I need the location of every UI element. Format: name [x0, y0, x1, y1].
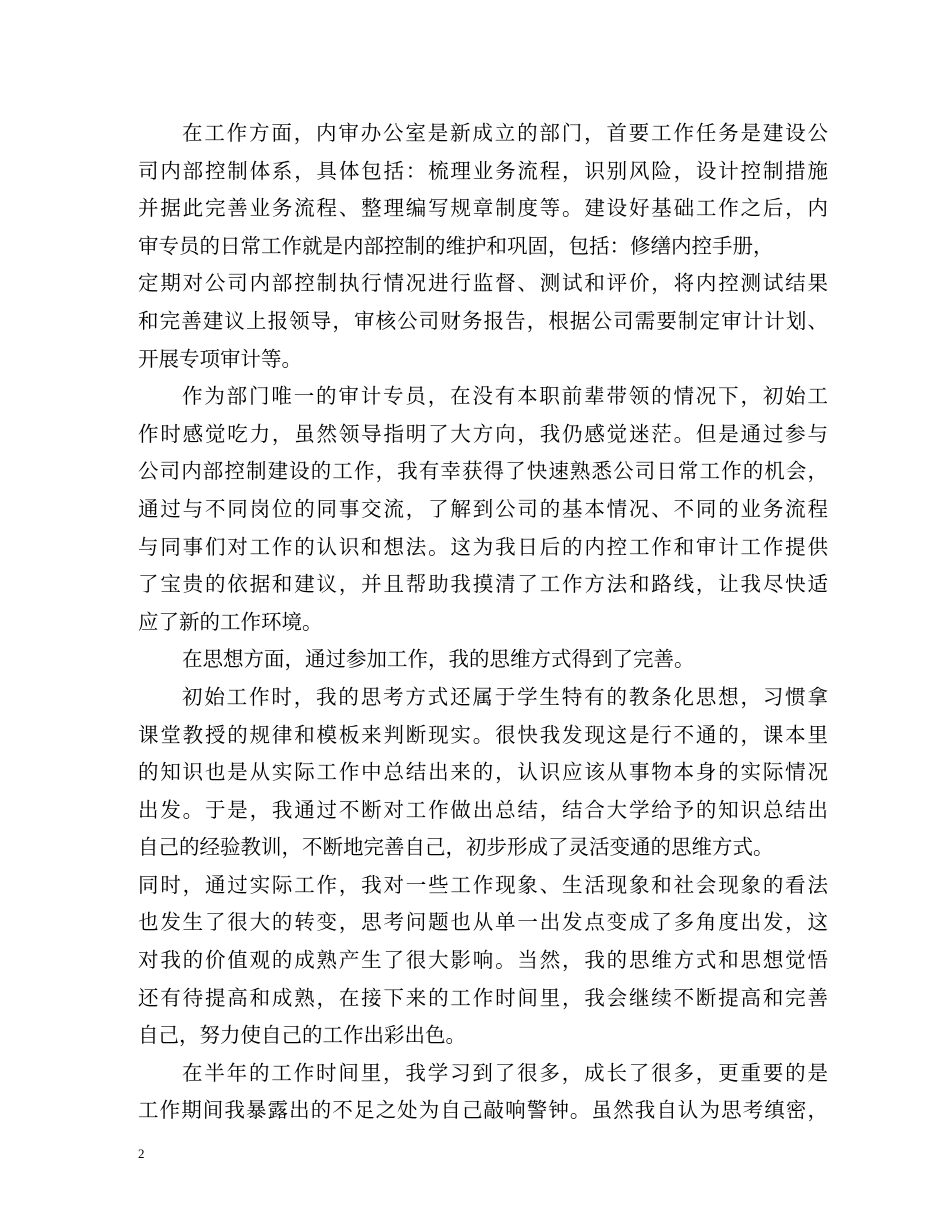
- page-number: 2: [138, 1146, 145, 1161]
- text-line: 公司内部控制建设的工作，我有幸获得了快速熟悉公司日常工作的机会，: [138, 459, 828, 484]
- text-line: 与同事们对工作的认识和想法。这为我日后的内控工作和审计工作提供: [138, 534, 828, 559]
- text-line: 应了新的工作环境。: [138, 609, 323, 634]
- text-line: 出发。于是，我通过不断对工作做出总结，结合大学给予的知识总结出: [138, 797, 828, 822]
- text-line: 和完善建议上报领导，审核公司财务报告，根据公司需要制定审计计划、: [138, 308, 828, 333]
- text-line: 在半年的工作时间里，我学习到了很多，成长了很多，更重要的是: [182, 1060, 828, 1085]
- text-line: 同时，通过实际工作，我对一些工作现象、生活现象和社会现象的看法: [138, 872, 828, 897]
- text-line: 定期对公司内部控制执行情况进行监督、测试和评价，将内控测试结果: [138, 271, 828, 296]
- text-line: 课堂教授的规律和模板来判断现实。很快我发现这是行不通的，课本里: [138, 722, 828, 747]
- paragraph-work-aspect: [138, 115, 828, 378]
- text-line: 初始工作时，我的思考方式还属于学生特有的教条化思想，习惯拿: [182, 684, 828, 709]
- text-line: 作时感觉吃力，虽然领导指明了大方向，我仍感觉迷茫。但是通过参与: [138, 421, 828, 446]
- text-line: 司内部控制体系，具体包括：梳理业务流程，识别风险，设计控制措施: [138, 158, 828, 183]
- text-line: 作为部门唯一的审计专员，在没有本职前辈带领的情况下，初始工: [182, 384, 828, 409]
- text-line: 审专员的日常工作就是内部控制的维护和巩固，包括：修缮内控手册，: [138, 233, 774, 258]
- paragraph-thinking-style: [138, 679, 828, 1055]
- paragraph-audit-specialist: [138, 378, 828, 641]
- text-line: 自己，努力使自己的工作出彩出色。: [138, 1023, 466, 1048]
- text-line: 的知识也是从实际工作中总结出来的，认识应该从事物本身的实际情况: [138, 760, 828, 785]
- text-line: 对我的价值观的成熟产生了很大影响。当然，我的思维方式和思想觉悟: [138, 948, 828, 973]
- paragraph-thought-aspect: [138, 641, 828, 679]
- body-text: [138, 115, 828, 1130]
- text-line: 了宝贵的依据和建议，并且帮助我摸清了工作方法和路线，让我尽快适: [138, 572, 828, 597]
- text-line: 自己的经验教训，不断地完善自己，初步形成了灵活变通的思维方式。: [138, 835, 774, 860]
- text-line: 在思想方面，通过参加工作，我的思维方式得到了完善。: [182, 647, 695, 672]
- paragraph-half-year: [138, 1055, 828, 1130]
- text-line: 还有待提高和成熟，在接下来的工作时间里，我会继续不断提高和完善: [138, 985, 828, 1010]
- text-line: 通过与不同岗位的同事交流，了解到公司的基本情况、不同的业务流程: [138, 496, 828, 521]
- text-line: 开展专项审计等。: [138, 346, 302, 371]
- text-line: 并据此完善业务流程、整理编写规章制度等。建设好基础工作之后，内: [138, 196, 828, 221]
- text-line: 在工作方面，内审办公室是新成立的部门，首要工作任务是建设公: [182, 121, 828, 145]
- text-line: 工作期间我暴露出的不足之处为自己敲响警钟。虽然我自认为思考缜密，: [138, 1098, 828, 1123]
- text-line: 也发生了很大的转变，思考问题也从单一出发点变成了多角度出发，这: [138, 910, 828, 935]
